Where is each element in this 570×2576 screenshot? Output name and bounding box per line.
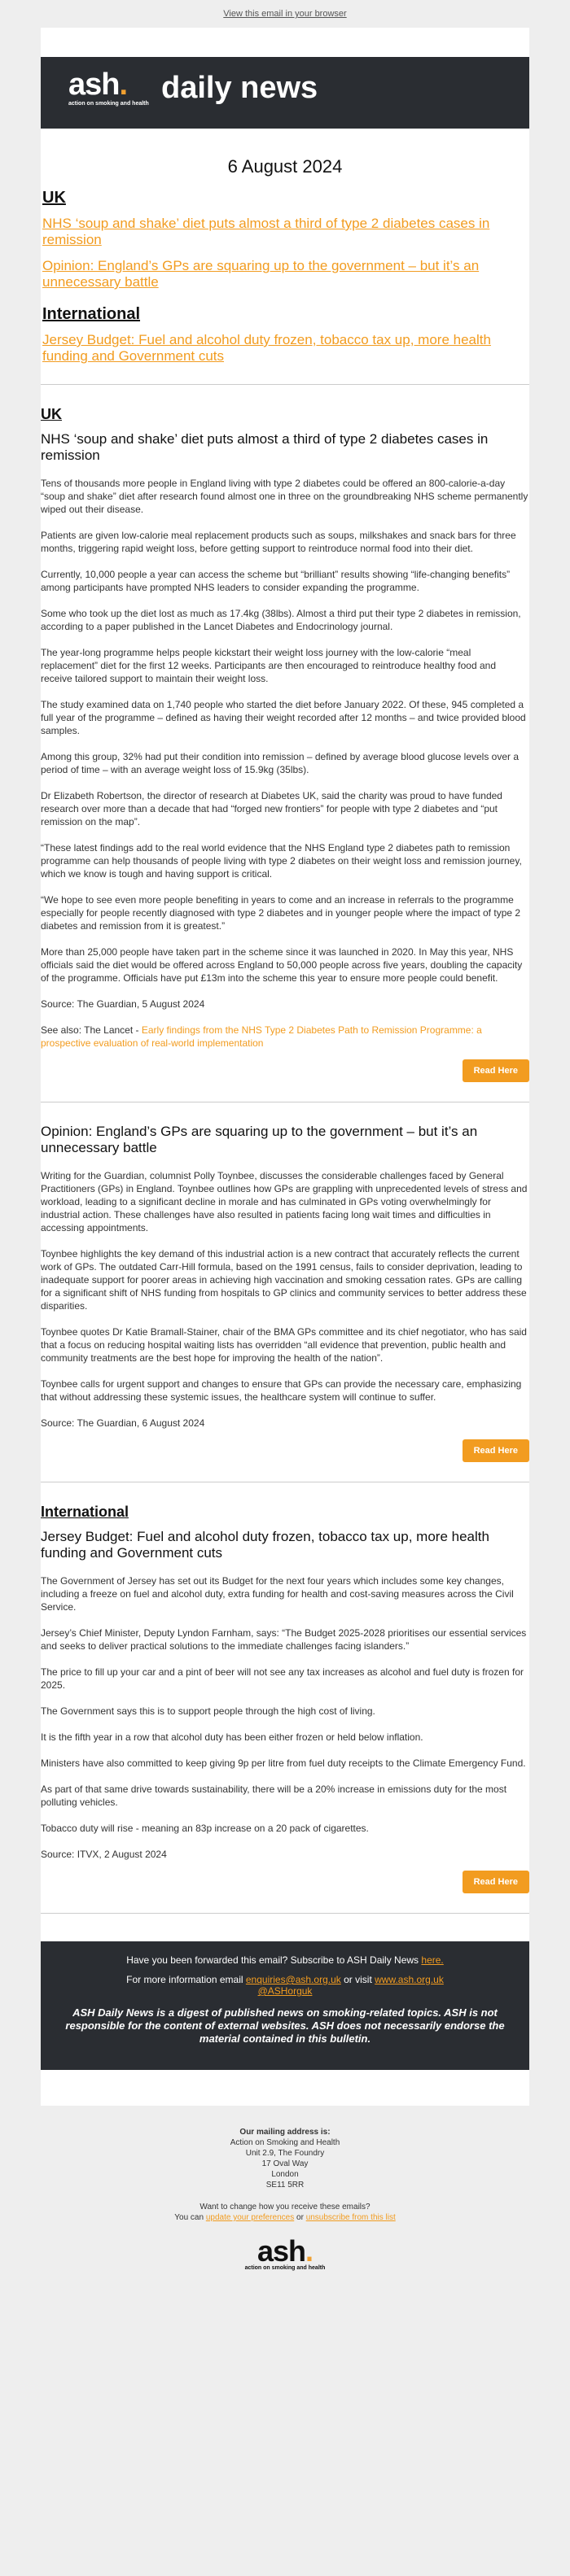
address-line: London: [271, 2170, 299, 2179]
article-paragraph: Some who took up the diet lost as much as 17.4kg (38lbs). Almost a third put their type 2 diabetes in remission, according to a paper published in the Lancet Diabetes and Endocrinology journal.: [41, 608, 521, 632]
footer-logo-word: ash.: [256, 2234, 314, 2268]
logo-word: ash.: [68, 68, 128, 102]
article-paragraph: Toynbee calls for urgent support and changes to ensure that GPs can provide the necessary care, emphasizing that without addressing these systemic issues, the healthcare system will continue to suffer.: [41, 1378, 522, 1403]
footer-logo-subtitle: action on smoking and health: [244, 2265, 326, 2271]
see-also-prefix: See also: The Lancet -: [41, 1024, 142, 1036]
article-paragraph: It is the fifth year in a row that alcohol duty has been either frozen or held below inflation.: [41, 1731, 423, 1743]
article-source: Source: The Guardian, 5 August 2024: [41, 998, 205, 1010]
subscribe-link[interactable]: here.: [421, 1954, 444, 1966]
article-title: NHS ‘soup and shake’ diet puts almost a third of type 2 diabetes cases in remission: [41, 431, 489, 463]
read-more-row: [41, 1059, 529, 1082]
issue-date: 6 August 2024: [227, 156, 343, 177]
article-paragraph: “We hope to see even more people benefiting in years to come and an increase in referrals to the programme especially for people recently diagnosed with type 2 diabetes and in younger people where the impact of type 2 diabetes and remission from it is greatest.”: [41, 894, 521, 932]
twitter-line: [57, 1985, 513, 1997]
logo-subtitle: action on smoking and health: [68, 101, 149, 107]
change-prefs-text: Want to change how you receive these emails?: [200, 2203, 370, 2211]
article-paragraph: Patients are given low-calorie meal replacement products such as soups, milkshakes and snack bars for three months, triggering rapid weight loss, before getting support to reintroduce normal food into their diet.: [41, 530, 516, 554]
article-paragraph: The year-long programme helps people kickstart their weight loss journey with the low-calorie “meal replacement” diet for the first 12 weeks. Participants are then encouraged to reintroduce healthy food and receive tailored support to maintain their weight loss.: [41, 647, 496, 684]
article-source: Source: The Guardian, 6 August 2024: [41, 1417, 205, 1429]
table-of-contents: [41, 189, 529, 365]
read-here-button[interactable]: Read Here: [463, 1439, 529, 1462]
article-paragraph: Ministers have also committed to keep giving 9p per litre from fuel duty receipts to the Climate Emergency Fund.: [41, 1757, 526, 1769]
footer-logo: [0, 2234, 570, 2271]
see-also: [41, 1024, 529, 1050]
divider: [41, 1913, 529, 1914]
article-paragraph: The Government of Jersey has set out its Budget for the next four years which includes some key changes, including a freeze on fuel and alcohol duty, extra funding for health and cost-saving measures across the Civil Service.: [41, 1575, 514, 1613]
website-link[interactable]: www.ash.org.uk: [375, 1974, 444, 1985]
forwarded-line: Have you been forwarded this email? Subscribe to ASH Daily News here.: [126, 1954, 444, 1966]
article-paragraph: The price to fill up your car and a pint of beer will not see any tax increases as alcohol and fuel duty is frozen for 2025.: [41, 1666, 524, 1691]
article-gps: [41, 1124, 529, 1462]
article-paragraph: Among this group, 32% had put their condition into remission – defined by average blood glucose levels over a period of time – with an average weight loss of 15.9kg (35lbs).: [41, 751, 520, 775]
article-paragraph: Currently, 10,000 people a year can access the scheme but “brilliant” results showing “life-changing benefits” among participants have prompted NHS leaders to consider expanding the programme.: [41, 569, 511, 593]
twitter-link[interactable]: @ASHorguk: [257, 1985, 313, 1997]
article-paragraph: Writing for the Guardian, columnist Polly Toynbee, discusses the considerable challenges faced by General Practitioners (GPs) in England. Toynbee outlines how GPs are grappling with unprecedented levels of stress and workload, leading to a significant decline in morale and has culminated in GPs voting overwhelmingly for industrial action. These challenges have also resulted in patients facing long wait times and difficulties in accessing appointments.: [41, 1170, 528, 1233]
article-paragraph: “These latest findings add to the real world evidence that the NHS England type 2 diabetes path to remission programme can help thousands of people living with type 2 diabetes on their weight loss and remission journey, which we know is tough and having support is critical.: [41, 842, 522, 880]
toc-heading-international: International: [42, 305, 141, 323]
address-line: Action on Smoking and Health: [230, 2138, 340, 2147]
info-line: For more information email enquiries@ash.org.uk or visit www.ash.org.uk: [126, 1974, 444, 1985]
address-heading: Our mailing address is:: [239, 2128, 331, 2137]
ash-logo: [68, 70, 149, 107]
article-paragraph: Tens of thousands more people in England living with type 2 diabetes could be offered an 800-calorie-a-day “soup and shake” diet after research found almost one in three on the groundbreaking NHS scheme permanently wiped out their disease.: [41, 478, 528, 515]
email-container: [41, 28, 529, 2106]
prefs-line: You can update your preferences or unsubscribe from this list: [174, 2213, 396, 2222]
article-title: Opinion: England’s GPs are squaring up to the government – but it’s an unnecessary battle: [41, 1124, 478, 1155]
article-paragraph: Tobacco duty will rise - meaning an 83p increase on a 20 pack of cigarettes.: [41, 1823, 369, 1834]
article-diabetes: [41, 406, 529, 1082]
article-paragraph: The study examined data on 1,740 people who started the diet before January 2022. Of these, 945 completed a full year of the programme – defined as having their weight recorded after 12 months – and twice provided blood samples.: [41, 699, 526, 736]
toc-link-jersey[interactable]: Jersey Budget: Fuel and alcohol duty frozen, tobacco tax up, more health funding and Government cuts: [42, 332, 491, 364]
section-heading-international: International: [41, 1504, 129, 1520]
divider: [41, 384, 529, 385]
footer-panel: [41, 1941, 529, 2070]
topbar: [0, 0, 570, 28]
see-also-link[interactable]: Early findings from the NHS Type 2 Diabetes Path to Remission Programme: a prospective evaluation of real-world implementation: [41, 1024, 482, 1049]
address-line: Unit 2.9, The Foundry: [245, 2149, 325, 2158]
toc-link-gps[interactable]: Opinion: England’s GPs are squaring up to the government – but it’s an unnecessary battle: [42, 258, 480, 290]
unsubscribe-link[interactable]: unsubscribe from this list: [305, 2213, 396, 2222]
article-paragraph: Jersey’s Chief Minister, Deputy Lyndon Farnham, says: “The Budget 2025-2028 prioritises our essential services and seeks to deliver practical solutions to the immediate challenges facing islanders.”: [41, 1627, 527, 1652]
article-paragraph: Dr Elizabeth Robertson, the director of research at Diabetes UK, said the charity was proud to have funded research over more than a decade that had “forged new frontiers” for people with type 2 diabetes and “put remission on the map”.: [41, 790, 502, 827]
read-here-button[interactable]: Read Here: [463, 1871, 529, 1893]
email-link[interactable]: enquiries@ash.org.uk: [245, 1974, 341, 1985]
address-line: SE11 5RR: [265, 2181, 305, 2190]
article-paragraph: Toynbee quotes Dr Katie Bramall-Stainer, chair of the BMA GPs committee and its chief negotiator, who has said that a focus on reducing hospital waiting lists has overridden “all evidence that prevention, public health and community treatments are the best hope for improving the health of the nation”.: [41, 1326, 527, 1364]
article-paragraph: Toynbee highlights the key demand of this industrial action is a new contract that accurately reflects the current work of GPs. The outdated Carr-Hill formula, based on the 1991 census, fails to consider deprivation, leading to inadequate support for poorer areas in achieving high vaccination and smoking cessation rates. GPs are calling for a significant shift of NHS funding from hospitals to GP clinics and community services to better address these disparities.: [41, 1248, 527, 1312]
article-paragraph: The Government says this is to support people through the high cost of living.: [41, 1705, 375, 1717]
read-more-row: [41, 1871, 529, 1893]
header-banner: [41, 57, 529, 129]
mailing-address: [0, 2127, 570, 2223]
address-line: 17 Oval Way: [261, 2159, 309, 2168]
article-paragraph: As part of that same drive towards sustainability, there will be a 20% increase in emissions duty for the most polluting vehicles.: [41, 1784, 507, 1808]
toc-link-diabetes[interactable]: NHS ‘soup and shake’ diet puts almost a third of type 2 diabetes cases in remission: [42, 216, 490, 247]
read-here-button[interactable]: Read Here: [463, 1059, 529, 1082]
article-source: Source: ITVX, 2 August 2024: [41, 1849, 167, 1860]
view-in-browser-link[interactable]: View this email in your browser: [223, 9, 347, 19]
article-paragraph: More than 25,000 people have taken part in the scheme since it was launched in 2020. In May this year, NHS officials said the diet would be offered across England to 50,000 people across five years, doubling the capacity of the programme. Officials have put £13m into the scheme this year to ensure more people could benefit.: [41, 946, 523, 984]
section-heading-uk: UK: [41, 406, 62, 422]
article-jersey: [41, 1504, 529, 1893]
update-preferences-link[interactable]: update your preferences: [205, 2213, 295, 2222]
read-more-row: [41, 1439, 529, 1462]
newsletter-title: daily news: [161, 71, 318, 105]
toc-heading-uk: UK: [42, 189, 66, 207]
disclaimer: ASH Daily News is a digest of published news on smoking-related topics. ASH is not responsible for the content of external websites. ASH does not necessarily endorse the material contained in this bulletin.: [65, 2006, 505, 2045]
article-title: Jersey Budget: Fuel and alcohol duty frozen, tobacco tax up, more health funding and Government cuts: [41, 1529, 489, 1561]
